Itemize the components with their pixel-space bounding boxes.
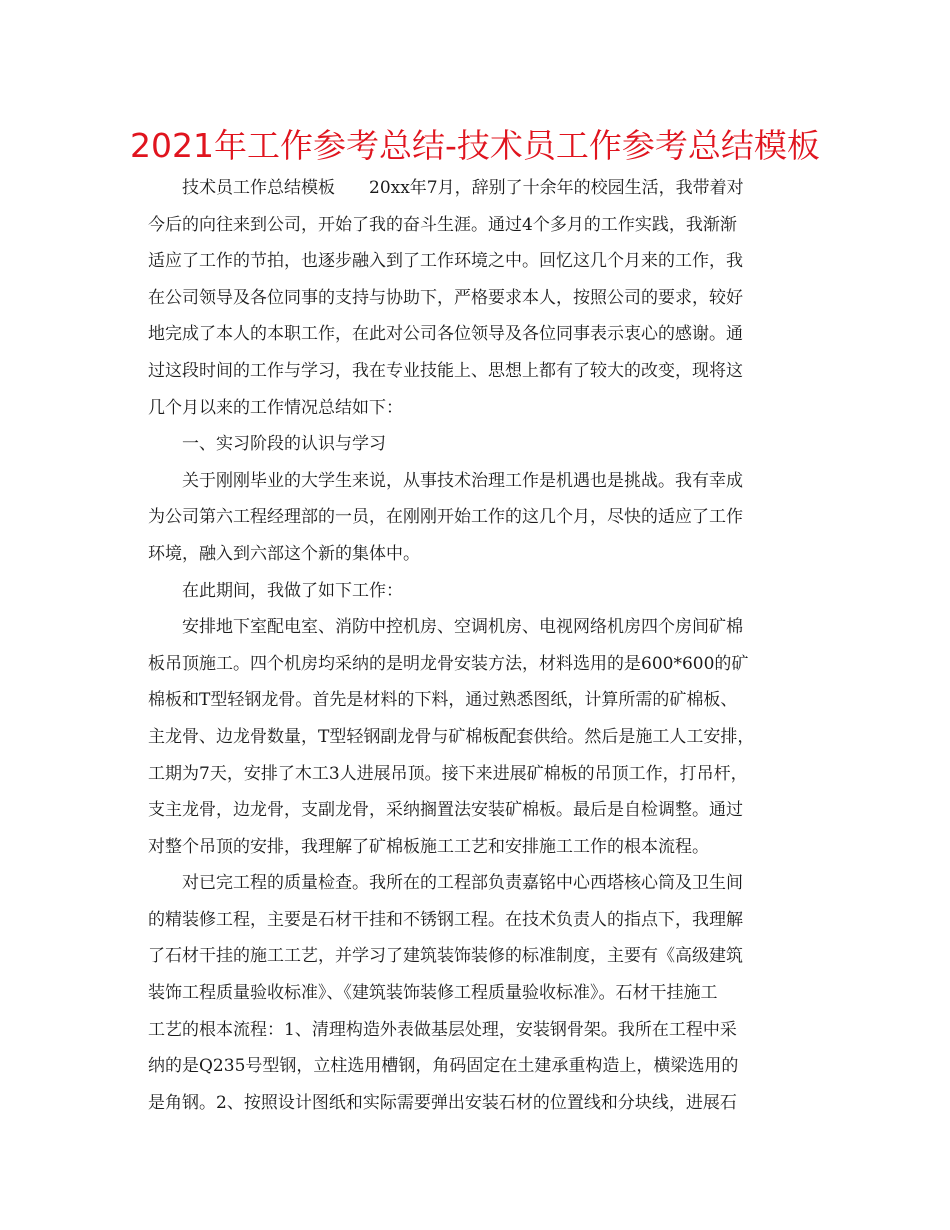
- paragraph-line: 在此期间，我做了如下工作：: [182, 580, 403, 601]
- section-heading: 一、实习阶段的认识与学习: [182, 434, 386, 455]
- paragraph-line: 支主龙骨，边龙骨，支副龙骨，采纳搁置法安装矿棉板。最后是自检调整。通过: [148, 800, 743, 821]
- paragraph-line: 几个月以来的工作情况总结如下：: [148, 397, 403, 418]
- paragraph-line: 板吊顶施工。四个机房均采纳的是明龙骨安装方法，材料选用的是600*600的矿: [148, 653, 749, 674]
- paragraph-line: 对已完工程的质量检查。我所在的工程部负责嘉铭中心西塔核心筒及卫生间: [182, 873, 743, 894]
- paragraph-line: 主龙骨、边龙骨数量，T型轻钢副龙骨与矿棉板配套供给。然后是施工人工安排，: [148, 726, 755, 747]
- paragraph-line: 是角钢。2、按照设计图纸和实际需要弹出安装石材的位置线和分块线，进展石: [148, 1092, 737, 1113]
- paragraph-line: 工期为7天，安排了木工3人进展吊顶。接下来进展矿棉板的吊顶工作，打吊杆，: [148, 763, 748, 784]
- paragraph-line: 装饰工程质量验收标准》、《建筑装饰装修工程质量验收标准》。石材干挂施工: [148, 983, 718, 1004]
- paragraph-line: 了石材干挂的施工工艺，并学习了建筑装饰装修的标准制度，主要有《高级建筑: [148, 946, 743, 967]
- paragraph-line: 棉板和T型轻钢龙骨。首先是材料的下料，通过熟悉图纸，计算所需的矿棉板、: [148, 690, 738, 711]
- paragraph-line: 工艺的根本流程：1、清理构造外表做基层处理，安装钢骨架。我所在工程中采: [148, 1019, 737, 1040]
- paragraph-line: 技术员工作总结模板 20xx年7月，辞别了十余年的校园生活，我带着对: [182, 178, 744, 198]
- paragraph-line: 过这段时间的工作与学习，我在专业技能上、思想上都有了较大的改变，现将这: [148, 360, 743, 381]
- paragraph-line: 安排地下室配电室、消防中控机房、空调机房、电视网络机房四个房间矿棉: [182, 617, 743, 638]
- paragraph-line: 关于刚刚毕业的大学生来说，从事技术治理工作是机遇也是挑战。我有幸成: [182, 470, 743, 491]
- paragraph-line: 环境，融入到六部这个新的集体中。: [148, 543, 420, 564]
- document-body: [148, 170, 808, 1121]
- paragraph-line: 适应了工作的节拍，也逐步融入到了工作环境之中。回忆这几个月来的工作，我: [148, 251, 743, 272]
- paragraph-line: 地完成了本人的本职工作，在此对公司各位领导及各位同事表示衷心的感谢。通: [148, 324, 743, 345]
- paragraph-line: 在公司领导及各位同事的支持与协助下，严格要求本人，按照公司的要求，较好: [148, 287, 743, 308]
- paragraph-line: 纳的是Q235号型钢，立柱选用槽钢，角码固定在土建承重构造上，横梁选用的: [148, 1056, 739, 1077]
- paragraph-line: 今后的向往来到公司，开始了我的奋斗生涯。通过4个多月的工作实践，我渐渐: [148, 214, 737, 235]
- document-title: 2021年工作参考总结-技术员工作参考总结模板: [130, 126, 820, 165]
- paragraph-line: 对整个吊顶的安排，我理解了矿棉板施工工艺和安排施工工作的根本流程。: [148, 836, 709, 857]
- paragraph-line: 为公司第六工程经理部的一员，在刚刚开始工作的这几个月，尽快的适应了工作: [148, 507, 743, 528]
- paragraph-line: 的精装修工程，主要是石材干挂和不锈钢工程。在技术负责人的指点下，我理解: [148, 909, 743, 930]
